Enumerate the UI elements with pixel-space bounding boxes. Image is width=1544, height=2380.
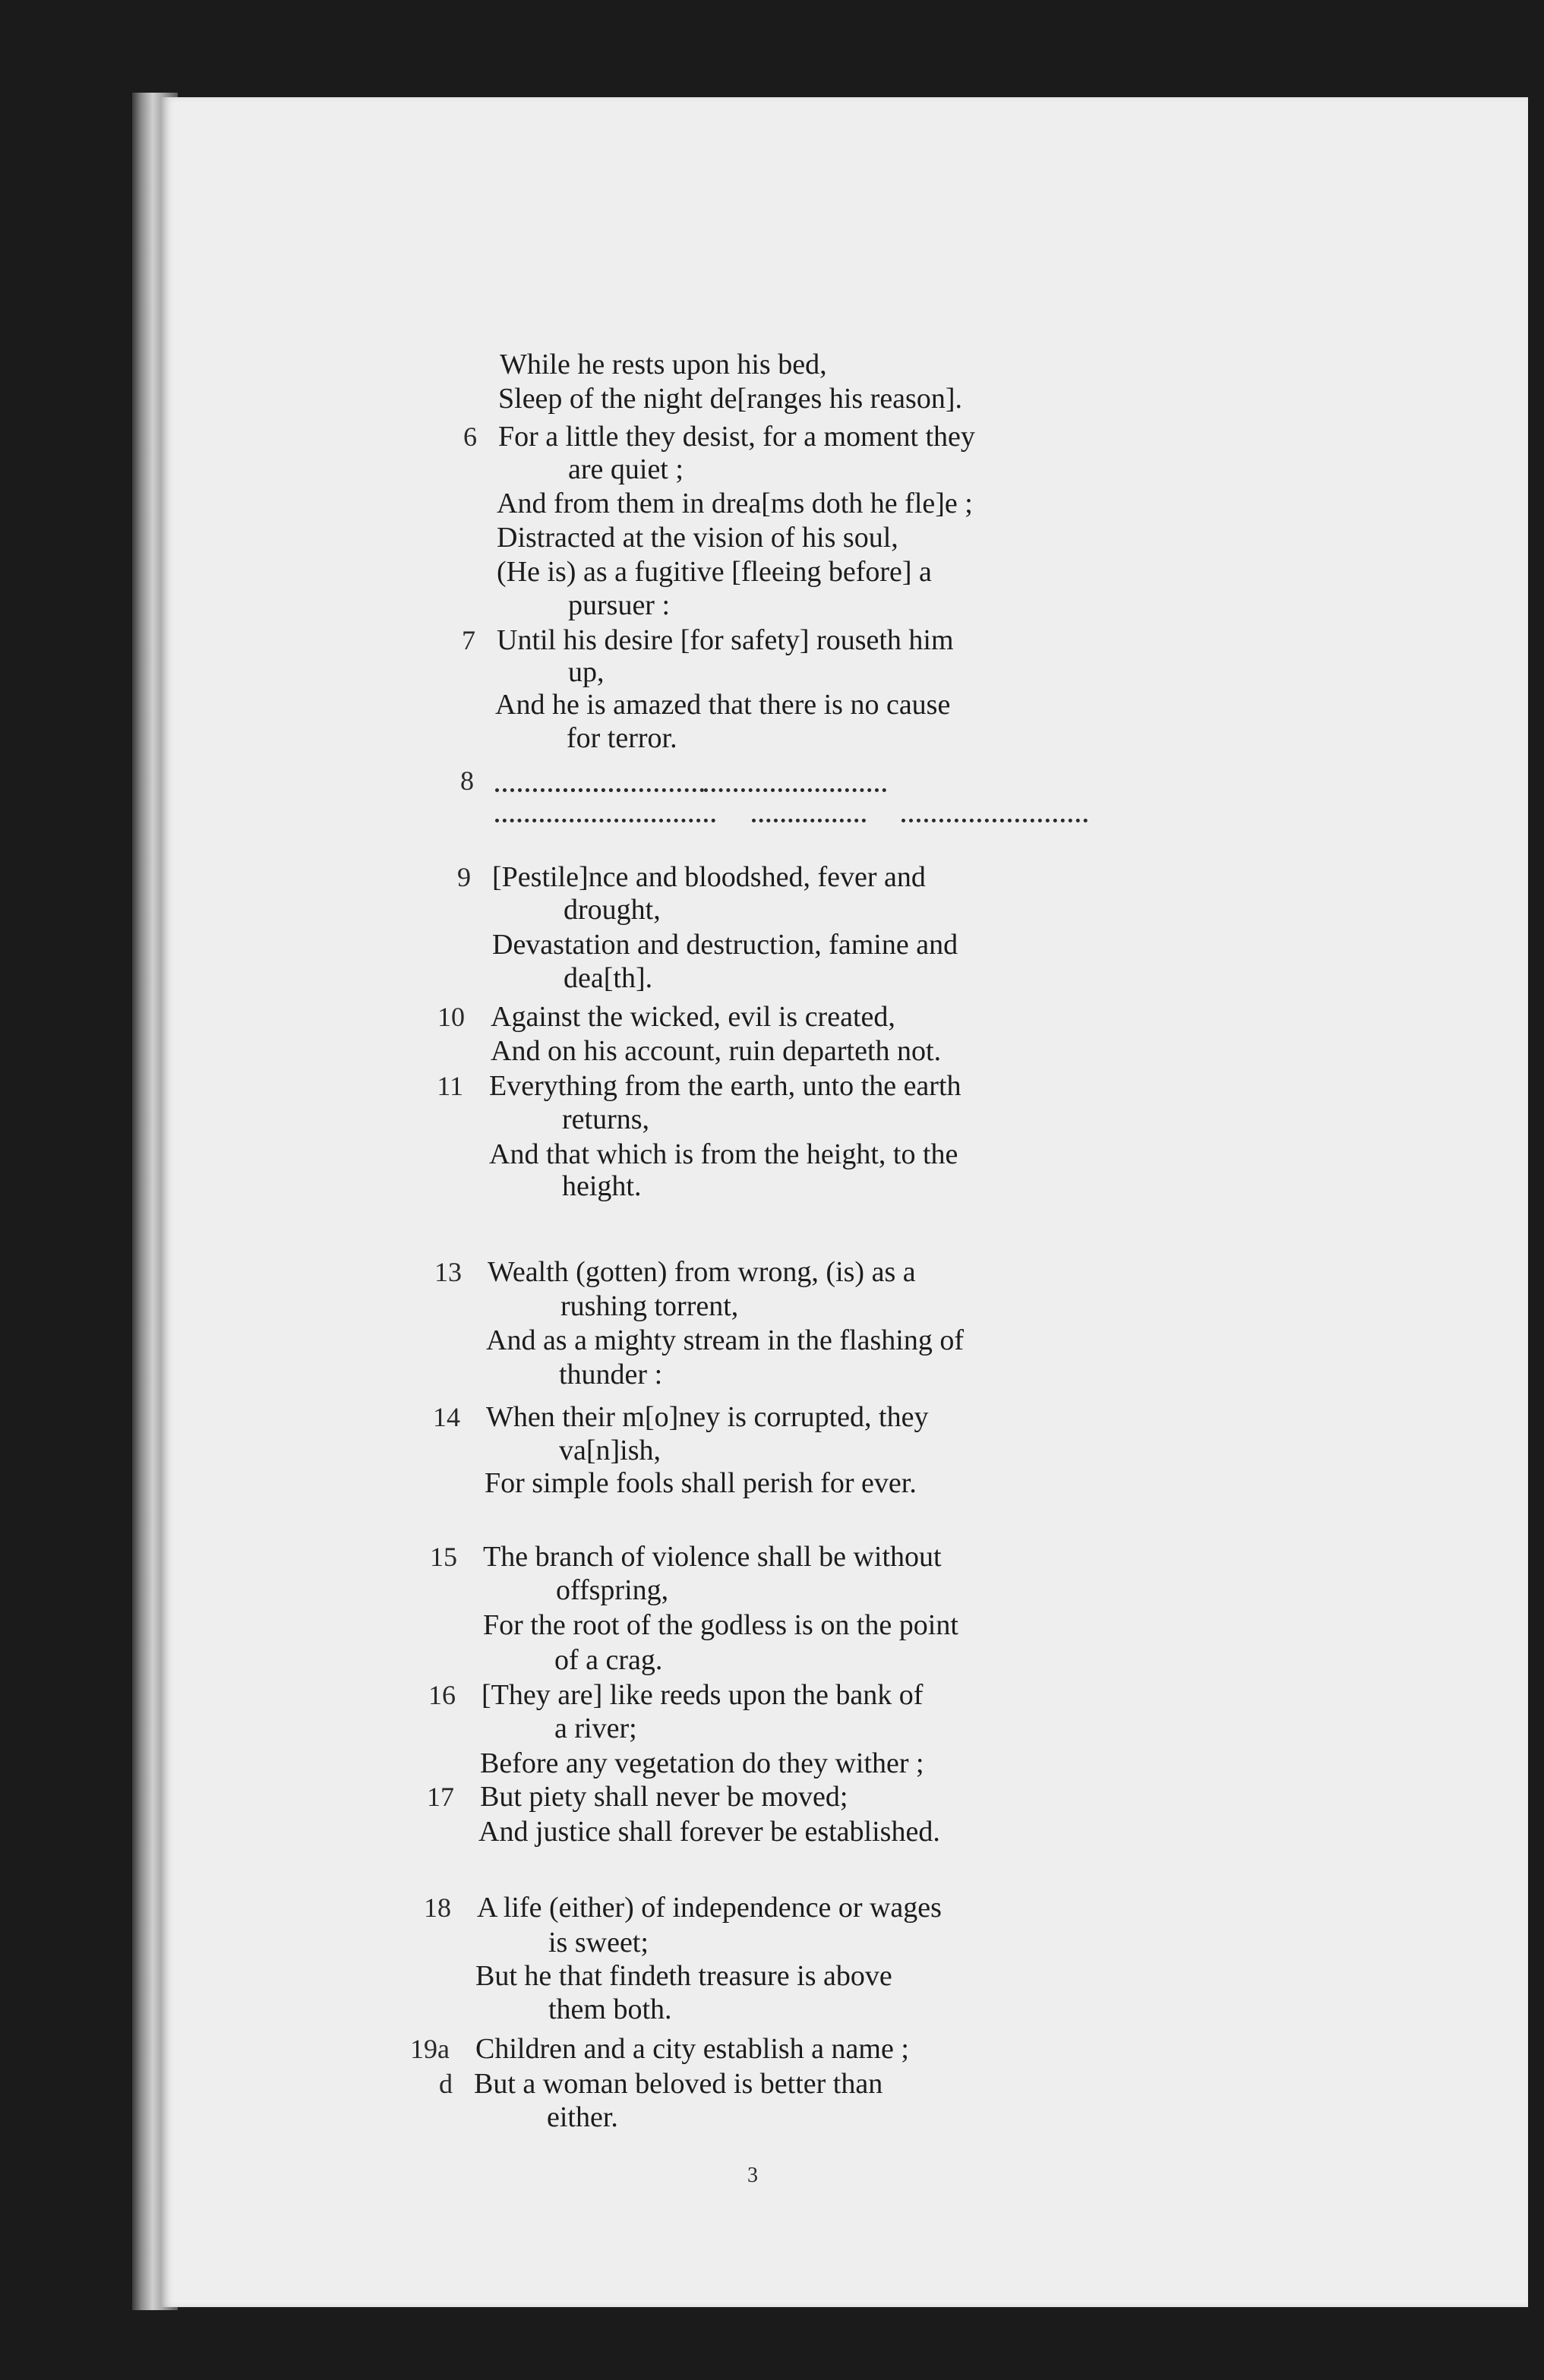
verse-line-continuation: either.: [547, 2101, 618, 2133]
verse-line: And on his account, ruin departeth not.: [491, 1035, 942, 1067]
verse-line: For the root of the godless is on the point: [483, 1609, 958, 1641]
verse-line-continuation: dea[th].: [564, 962, 653, 994]
verse-line: But he that findeth treasure is above: [475, 1960, 892, 1992]
lacuna-dots: [704, 785, 886, 792]
verse-line: And that which is from the height, to the: [489, 1138, 958, 1170]
verse-number: 13: [434, 1257, 462, 1287]
verse-line-continuation: a river;: [554, 1712, 637, 1744]
verse-line-continuation: pursuer :: [568, 589, 671, 621]
verse-line: For a little they desist, for a moment they: [498, 421, 975, 453]
verse-line-continuation: up,: [568, 656, 605, 688]
verse-line: [Pestile]nce and bloodshed, fever and: [492, 861, 926, 893]
verse-number: 8: [460, 765, 474, 796]
verse-line: But piety shall never be moved;: [480, 1781, 848, 1813]
verse-line-continuation: drought,: [564, 894, 661, 926]
verse-line: Children and a city establish a name ;: [475, 2033, 909, 2065]
page-number: 3: [747, 2164, 758, 2187]
verse-number: d: [439, 2069, 453, 2099]
verse-line: And from them in drea[ms doth he fle]e ;: [497, 488, 973, 519]
verse-number: 9: [457, 862, 471, 892]
verse-line: And he is amazed that there is no cause: [495, 689, 951, 721]
verse-number: 15: [430, 1542, 457, 1572]
verse-number: 17: [427, 1782, 454, 1812]
verse-line-continuation: is sweet;: [548, 1927, 649, 1959]
verse-line-continuation: of a crag.: [554, 1644, 663, 1676]
verse-line: While he rests upon his bed,: [500, 349, 827, 380]
verse-number: 11: [437, 1071, 463, 1101]
verse-line: [They are] like reeds upon the bank of: [482, 1679, 924, 1711]
verse-line-continuation: them both.: [548, 1993, 672, 2025]
verse-line-continuation: are quiet ;: [568, 453, 684, 485]
verse-line: Until his desire [for safety] rouseth him: [497, 624, 954, 656]
lacuna-dots: [901, 816, 1088, 822]
verse-number: 16: [428, 1680, 456, 1710]
verse-line: And as a mighty stream in the flashing of: [486, 1324, 964, 1356]
verse-number: 19a: [410, 2034, 450, 2064]
lacuna-dots: [752, 816, 866, 822]
verse-line-continuation: va[n]ish,: [559, 1435, 661, 1466]
verse-line-continuation: thunder :: [559, 1359, 663, 1390]
verse-line: Before any vegetation do they wither ;: [480, 1747, 924, 1779]
verse-line-continuation: rushing torrent,: [560, 1290, 739, 1322]
verse-line-continuation: returns,: [562, 1103, 650, 1135]
verse-number: 14: [433, 1402, 460, 1432]
book-page: [161, 97, 1528, 2307]
verse-line: Against the wicked, evil is created,: [491, 1001, 895, 1033]
verse-line: Wealth (gotten) from wrong, (is) as a: [488, 1256, 916, 1288]
verse-line: But a woman beloved is better than: [474, 2068, 883, 2100]
verse-line-continuation: for terror.: [567, 722, 677, 754]
verse-number: 10: [437, 1002, 465, 1032]
verse-line: For simple fools shall perish for ever.: [485, 1467, 917, 1499]
verse-line: Distracted at the vision of his soul,: [497, 522, 898, 554]
verse-line: The branch of violence shall be without: [483, 1541, 942, 1573]
verse-line-continuation: height.: [562, 1170, 642, 1202]
verse-line: Sleep of the night de[ranges his reason].: [498, 383, 962, 415]
verse-line: Everything from the earth, unto the earth: [489, 1070, 961, 1102]
verse-line-continuation: offspring,: [556, 1574, 669, 1606]
verse-number: 7: [462, 625, 475, 655]
lacuna-dots: [556, 785, 628, 792]
verse-line: (He is) as a fugitive [fleeing before] a: [497, 556, 932, 588]
verse-line: When their m[o]ney is corrupted, they: [486, 1401, 929, 1433]
verse-line: A life (either) of independence or wages: [477, 1892, 942, 1924]
lacuna-dots: [495, 816, 715, 822]
verse-line: And justice shall forever be established.: [478, 1816, 940, 1848]
verse-line: Devastation and destruction, famine and: [492, 929, 958, 961]
verse-number: 18: [424, 1892, 451, 1923]
verse-number: 6: [463, 421, 477, 452]
